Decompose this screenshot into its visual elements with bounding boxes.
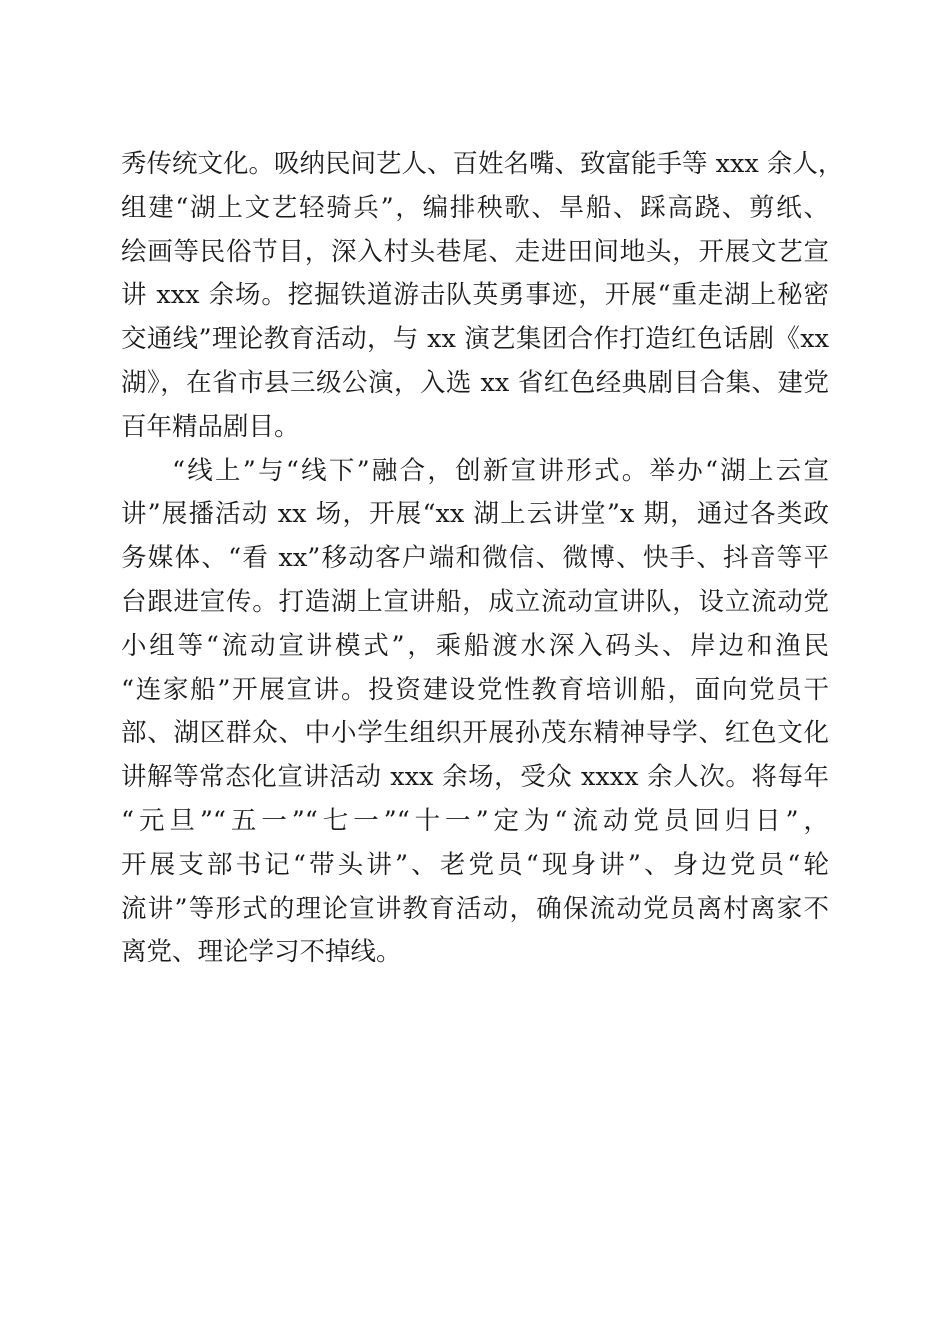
text-line: 讲解等常态化宣讲活动 xxx 余场，受众 xxxx 余人次。将每年 <box>121 762 829 793</box>
body-text <box>121 143 844 975</box>
text-line: 讲 xxx 余场。挖掘铁道游击队英勇事迹，开展“重走湖上秘密 <box>121 280 829 311</box>
text-line: 台跟进宣传。打造湖上宣讲船，成立流动宣讲队，设立流动党 <box>121 586 829 617</box>
text-line: 小组等“流动宣讲模式”，乘船渡水深入码头、岸边和渔民 <box>121 630 829 661</box>
text-line: 流讲”等形式的理论宣讲教育活动，确保流动党员离村离家不 <box>121 893 829 924</box>
text-line: “线上”与“线下”融合，创新宣讲形式。举办“湖上云宣 <box>172 455 829 486</box>
text-line: “元旦”“五一”“七一”“十一”定为“流动党员回归日”， <box>121 805 829 836</box>
text-line: 组建“湖上文艺轻骑兵”，编排秧歌、旱船、踩高跷、剪纸、 <box>121 192 829 223</box>
text-line: 部、湖区群众、中小学生组织开展孙茂东精神导学、红色文化 <box>121 718 829 749</box>
paragraph <box>121 143 844 450</box>
text-line: 交通线”理论教育活动，与 xx 演艺集团合作打造红色话剧《xx <box>121 324 829 355</box>
text-line: 开展支部书记“带头讲”、老党员“现身讲”、身边党员“轮 <box>121 849 829 880</box>
text-line: 湖》，在省市县三级公演，入选 xx 省红色经典剧目合集、建党 <box>121 367 829 398</box>
text-line: 秀传统文化。吸纳民间艺人、百姓名嘴、致富能手等 xxx 余人， <box>121 149 844 179</box>
text-line: 务媒体、“看 xx”移动客户端和微信、微博、快手、抖音等平 <box>121 543 829 574</box>
paragraph <box>121 450 829 976</box>
text-line: 讲”展播活动 xx 场，开展“xx 湖上云讲堂”x 期，通过各类政 <box>121 499 829 530</box>
text-line: “连家船”开展宣讲。投资建设党性教育培训船，面向党员干 <box>121 674 829 705</box>
text-line: 绘画等民俗节目，深入村头巷尾、走进田间地头，开展文艺宣 <box>121 236 829 267</box>
text-line: 百年精品剧目。 <box>121 411 300 442</box>
text-line: 离党、理论学习不掉线。 <box>121 937 402 968</box>
